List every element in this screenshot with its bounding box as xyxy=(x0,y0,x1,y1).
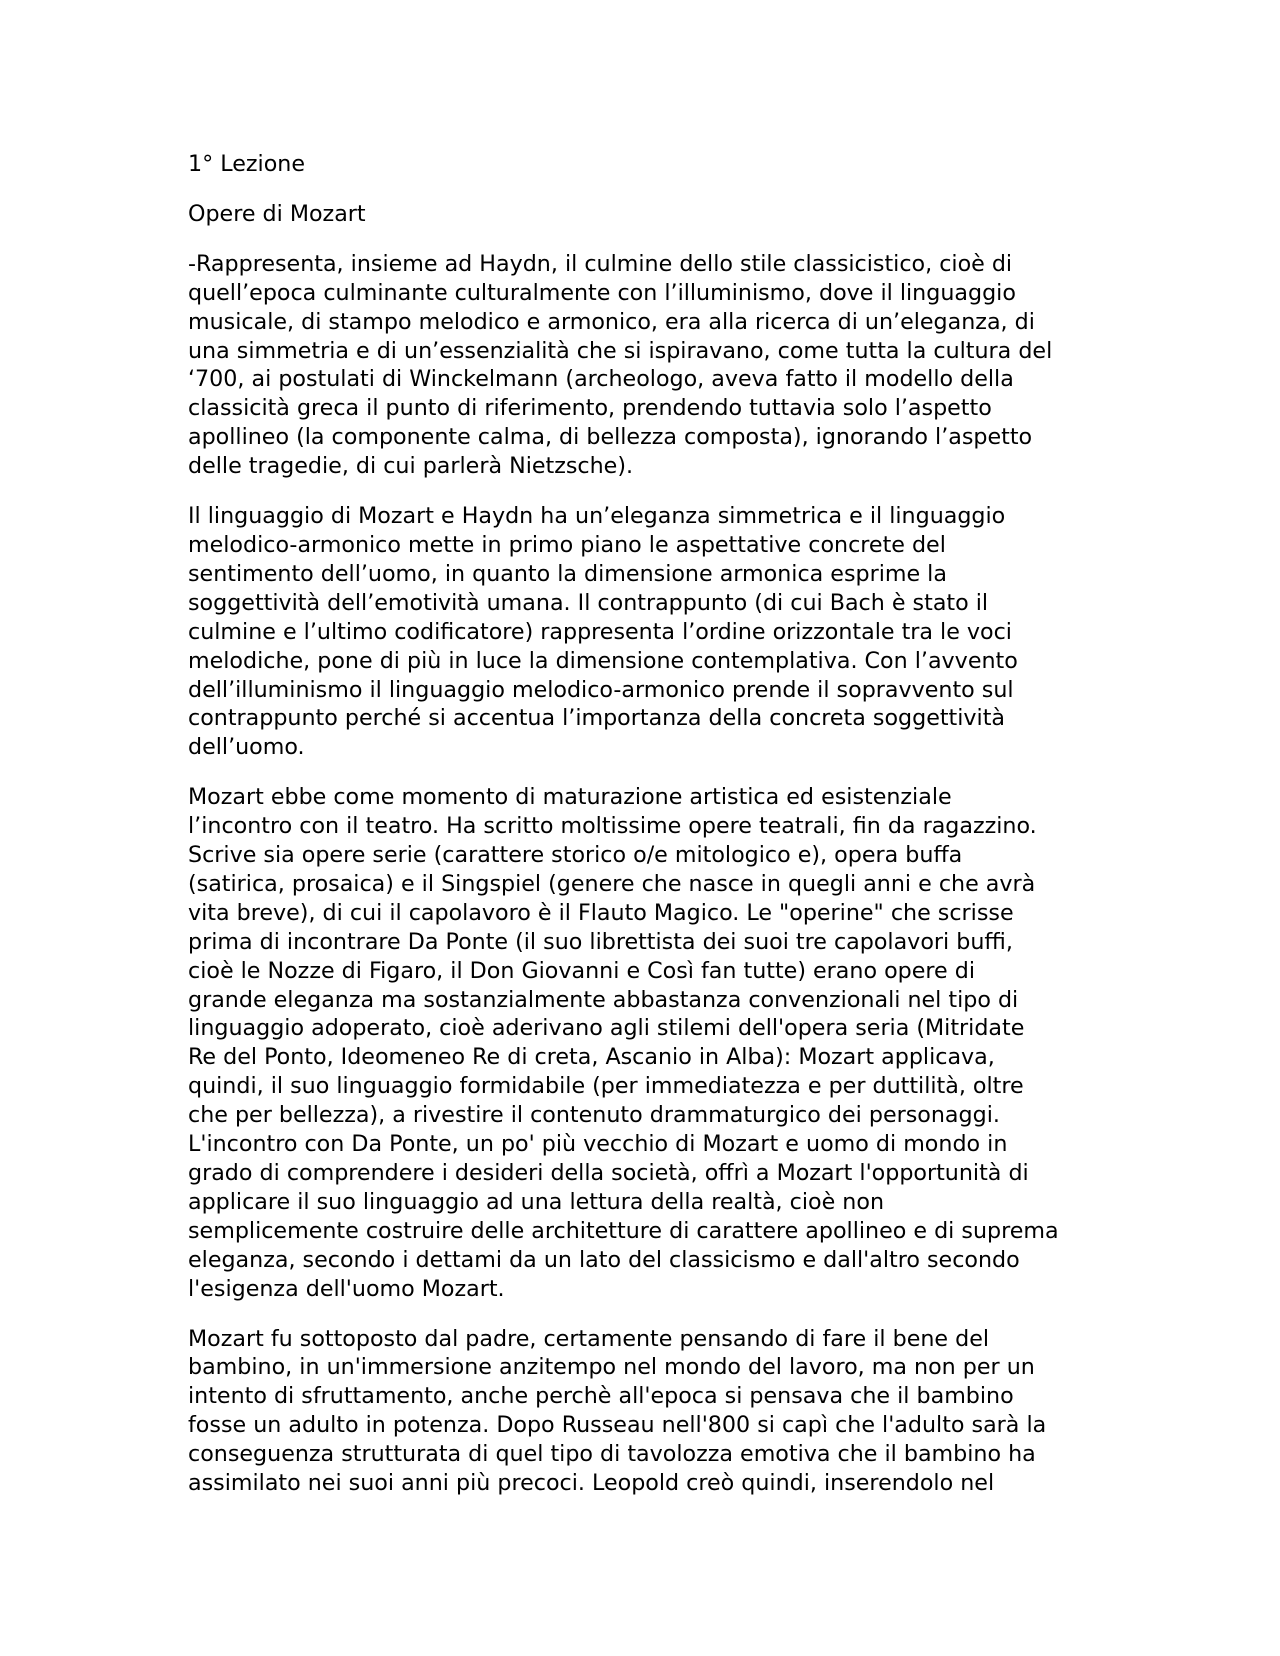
text-line: eleganza, secondo i dettami da un lato del classicismo e dall'altro secondo xyxy=(188,1246,1020,1273)
text-line: melodiche, pone di più in luce la dimensione contemplativa. Con l’avvento xyxy=(188,647,1018,674)
text-line: delle tragedie, di cui parlerà Nietzsche). xyxy=(188,453,634,480)
text-line: bambino, in un'immersione anzitempo nel mondo del lavoro, ma non per un xyxy=(188,1354,1035,1381)
text-line: che per bellezza), a rivestire il contenuto drammaturgico dei personaggi. xyxy=(188,1102,1000,1129)
text-line: l’incontro con il teatro. Ha scritto moltissime opere teatrali, fin da ragazzino. xyxy=(188,813,1037,840)
text-line: grado di comprendere i desideri della società, offrì a Mozart l'opportunità di xyxy=(188,1160,1029,1186)
text-line: Scrive sia opere serie (carattere storico o/e mitologico e), opera buffa xyxy=(188,842,963,869)
text-line: musicale, di stampo melodico e armonico, era alla ricerca di un’eleganza, di xyxy=(188,308,1035,335)
text-line: assimilato nei suoi anni più precoci. Leopold creò quindi, inserendolo nel xyxy=(188,1470,995,1497)
text-line: prima di incontrare Da Ponte (il suo librettista dei suoi tre capolavori buffi, xyxy=(188,928,1013,955)
text-line: semplicemente costruire delle architetture di carattere apollineo e di suprema xyxy=(188,1217,1059,1244)
text-line: dell’illuminismo il linguaggio melodico-armonico prende il sopravvento sul xyxy=(188,676,1014,703)
text-line: applicare il suo linguaggio ad una lettura della realtà, cioè non xyxy=(188,1188,885,1215)
paragraph-2 xyxy=(188,502,1108,762)
text-line: grande eleganza ma sostanzialmente abbastanza convenzionali nel tipo di xyxy=(188,986,1019,1013)
text-line: Re del Ponto, Ideomeneo Re di creta, Ascanio in Alba): Mozart applicava, xyxy=(188,1044,995,1071)
text-line: ‘700, ai postulati di Winckelmann (archeologo, aveva fatto il modello della xyxy=(188,366,1014,393)
paragraph-4 xyxy=(188,1325,1108,1498)
text-line: vita breve), di cui il capolavoro è il Flauto Magico. Le "operine" che scrisse xyxy=(188,899,1014,926)
text-line: l'esigenza dell'uomo Mozart. xyxy=(188,1275,505,1302)
text-line: quell’epoca culminante culturalmente con l’illuminismo, dove il linguaggio xyxy=(188,279,1016,306)
text-line: culmine e l’ultimo codificatore) rappresenta l’ordine orizzontale tra le voci xyxy=(188,618,1012,645)
paragraph-1 xyxy=(188,250,1108,481)
text-line: classicità greca il punto di riferimento, prendendo tuttavia solo l’aspetto xyxy=(188,395,992,422)
text-line: soggettività dell’emotività umana. Il contrappunto (di cui Bach è stato il xyxy=(188,589,989,616)
text-line: Mozart ebbe come momento di maturazione artistica ed esistenziale xyxy=(188,784,952,811)
paragraph-3 xyxy=(188,783,1108,1303)
text-line: melodico-armonico mette in primo piano le aspettative concrete del xyxy=(188,531,946,558)
text-line: cioè le Nozze di Figaro, il Don Giovanni e Così fan tutte) erano opere di xyxy=(188,957,975,984)
document-body xyxy=(188,150,1108,1519)
text-line: Il linguaggio di Mozart e Haydn ha un’eleganza simmetrica e il linguaggio xyxy=(188,503,1006,530)
text-line: dell’uomo. xyxy=(188,734,305,761)
text-line: conseguenza strutturata di quel tipo di tavolozza emotiva che il bambino ha xyxy=(188,1441,1036,1468)
text-line: linguaggio adoperato, cioè aderivano agli stilemi dell'opera seria (Mitridate xyxy=(188,1015,1025,1042)
lesson-heading: 1° Lezione xyxy=(188,151,305,177)
text-line: fosse un adulto in potenza. Dopo Russeau nell'800 si capì che l'adulto sarà la xyxy=(188,1412,1047,1439)
document-subheading: Opere di Mozart xyxy=(188,200,366,227)
text-line: quindi, il suo linguaggio formidabile (per immediatezza e per duttilità, oltre xyxy=(188,1073,1024,1100)
text-line: Mozart fu sottoposto dal padre, certamente pensando di fare il bene del xyxy=(188,1325,990,1352)
text-line: apollineo (la componente calma, di bellezza composta), ignorando l’aspetto xyxy=(188,424,1033,451)
text-line: L'incontro con Da Ponte, un po' più vecchio di Mozart e uomo di mondo in xyxy=(188,1131,1008,1158)
text-line: una simmetria e di un’essenzialità che si ispiravano, come tutta la cultura del xyxy=(188,337,1053,364)
text-line: sentimento dell’uomo, in quanto la dimensione armonica esprime la xyxy=(188,560,947,587)
text-line: intento di sfruttamento, anche perchè all'epoca si pensava che il bambino xyxy=(188,1383,1014,1410)
text-line: -Rappresenta, insieme ad Haydn, il culmine dello stile classicistico, cioè di xyxy=(188,250,1013,277)
text-line: contrappunto perché si accentua l’importanza della concreta soggettività xyxy=(188,705,1006,732)
text-line: (satirica, prosaica) e il Singspiel (genere che nasce in quegli anni e che avrà xyxy=(188,870,1036,897)
